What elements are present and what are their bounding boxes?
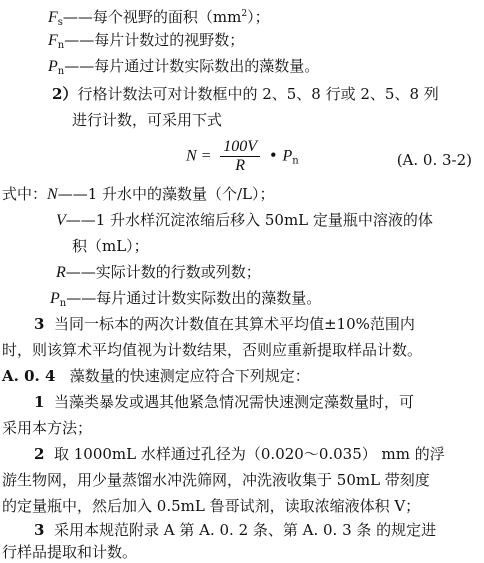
- s-item-2-line-1: [34, 444, 445, 464]
- s-item-1-line-1: [34, 392, 414, 412]
- s-item-2-line-3: [2, 496, 420, 516]
- definition-text: ——1 升水中的藻数量（个/L）；: [57, 185, 275, 203]
- item-2-line-2: [72, 110, 222, 130]
- definition-fs: [48, 4, 270, 33]
- definition-text: ——每片通过计数实际数出的藻数量。: [64, 57, 320, 75]
- equation-rhs: P: [282, 147, 293, 165]
- item-text: 的定量瓶中，然后加入 0.5mL 鲁哥试剂，读取浓缩液体积 V；: [2, 497, 421, 515]
- definition-text: ——每个视野的面积（mm: [62, 8, 242, 26]
- para-number: 3: [34, 315, 45, 333]
- equation-number: (A. 0. 3-2): [396, 151, 472, 169]
- section-number: A. 0. 4: [2, 367, 56, 385]
- item-text: 行样品提取和计数。: [2, 543, 138, 561]
- para-text: 当同一标本的两次计数值在其算术平均值±10%范围内: [53, 315, 415, 333]
- multiply-dot: •: [268, 146, 278, 165]
- item-2-line-1: [52, 84, 439, 104]
- definition-pn: [48, 56, 319, 82]
- subscript: n: [292, 155, 299, 167]
- item-text: 进行计数，可采用下式: [72, 111, 223, 129]
- definition-text: ——每片计数过的视野数；: [64, 31, 245, 49]
- superscript: 2: [241, 9, 248, 19]
- subscript: n: [57, 40, 65, 51]
- definition-text: ——每片通过计数实际数出的藻数量。: [66, 289, 322, 307]
- where-R: [56, 262, 261, 283]
- fraction-denominator: R: [235, 157, 246, 174]
- s-item-1-line-2: [2, 418, 92, 438]
- para-3-line-2: [2, 340, 422, 360]
- equation: [186, 138, 299, 175]
- where-N: [2, 184, 275, 205]
- fraction: [220, 138, 260, 175]
- item-text: 采用本规范附录 A 第 A. 0. 2 条、第 A. 0. 3 条 的规定进: [53, 521, 437, 539]
- item-number: 1: [34, 393, 45, 411]
- para-3-line-1: [34, 314, 415, 334]
- symbol-V: V: [56, 212, 66, 229]
- symbol-F: F: [48, 32, 58, 49]
- item-number: 3: [34, 521, 45, 539]
- item-text: 游生物网，用少量蒸馏水冲洗筛网，冲洗液收集于 50mL 带刻度: [2, 471, 430, 489]
- definition-fn: [48, 30, 244, 56]
- definition-text: 积（mL）；: [72, 237, 149, 255]
- definition-text: ——1 升水样沉淀浓缩后移入 50mL 定量瓶中溶液的体: [65, 211, 433, 229]
- item-number: 2: [34, 445, 45, 463]
- s-item-2-line-2: [2, 470, 430, 490]
- where-Pn: [50, 288, 321, 314]
- where-label: 式中：: [2, 185, 48, 203]
- section-title: 藻数量的快速测定应符合下列规定：: [69, 367, 310, 385]
- item-text: 当藻类暴发或遇其他紧急情况需快速测定藻数量时，可: [53, 393, 414, 411]
- section-a04: [2, 366, 310, 386]
- symbol-F: F: [48, 9, 58, 26]
- fraction-numerator: 100V: [220, 138, 260, 157]
- item-text: 采用本方法；: [2, 419, 93, 437]
- symbol-N: N: [47, 186, 58, 203]
- definition-tail: ）；: [247, 8, 270, 26]
- symbol-R: R: [56, 264, 66, 281]
- where-V: [56, 210, 433, 231]
- subscript: s: [57, 17, 63, 28]
- equation-lhs: N =: [186, 147, 212, 165]
- item-text: 取 1000mL 水样通过孔径为（0.020～0.035） mm 的浮: [53, 445, 445, 463]
- item-text: 行格计数法可对计数框中的 2、5、8 行或 2、5、8 列: [77, 85, 439, 103]
- subscript: n: [59, 298, 67, 309]
- s-item-3-line-1: [34, 520, 436, 540]
- symbol-P: P: [50, 290, 60, 307]
- subscript: n: [57, 66, 65, 77]
- para-text: 时，则该算术平均值视为计数结果，否则应重新提取样品计数。: [2, 341, 423, 359]
- item-number: 2）: [52, 85, 78, 103]
- symbol-P: P: [48, 58, 58, 75]
- where-V-cont: [72, 236, 149, 256]
- definition-text: ——实际计数的行数或列数；: [65, 263, 261, 281]
- s-item-3-line-2: [2, 542, 137, 562]
